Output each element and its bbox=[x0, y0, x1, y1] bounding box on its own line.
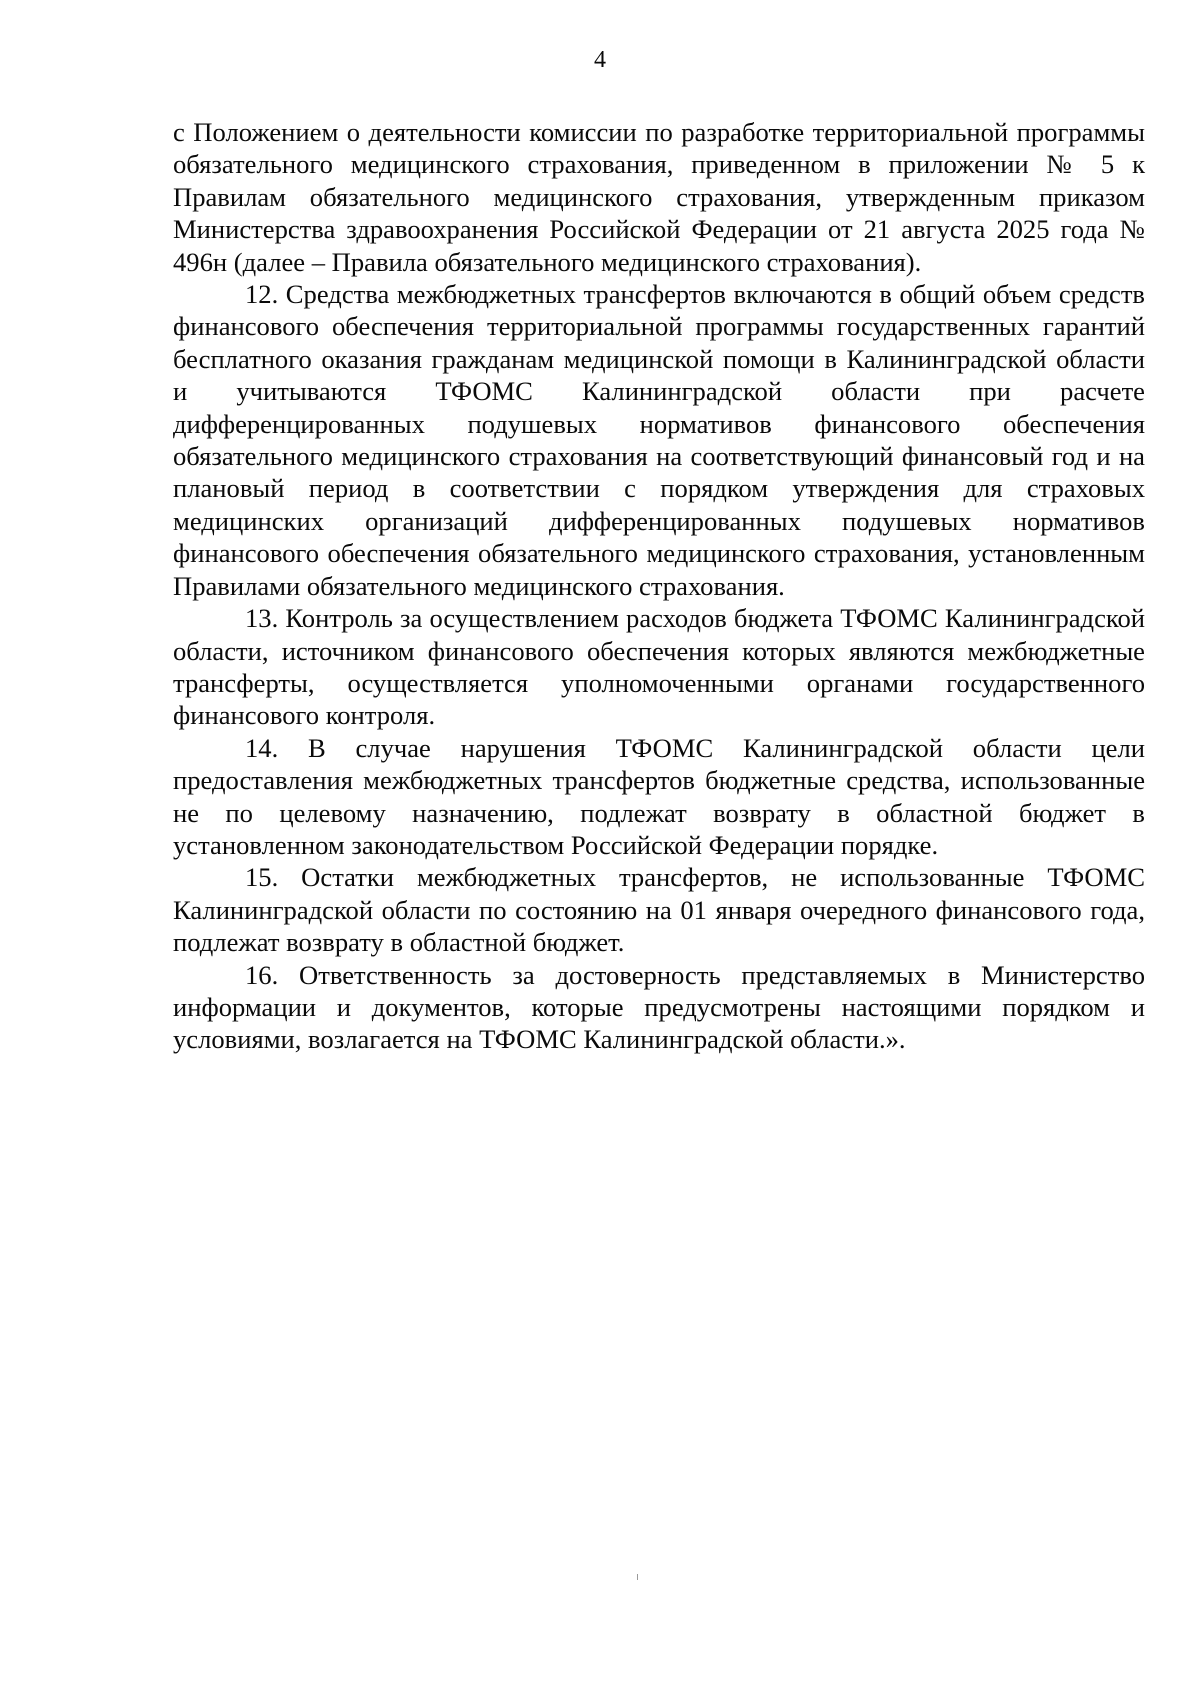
document-body bbox=[173, 116, 1145, 1056]
paragraph-16: 16. Ответственность за достоверность представляемых в Министерство информации и документов, которые предусмотрены настоящими порядком и условиями, возлагается на ТФОМС Калининградской области.». bbox=[173, 959, 1145, 1055]
scan-mark bbox=[637, 1574, 638, 1580]
page-number: 4 bbox=[594, 47, 606, 73]
paragraph-continuation: с Положением о деятельности комиссии по разработке территориальной программы обязательного медицинского страхования, приведенном в приложении № 5 к Правилам обязательного медицинского страхования, утвержденным приказом Министерства здравоохранения Российской Федерации от 21 августа 2025 года № 496н (далее – Правила обязательного медицинского страхования). bbox=[173, 117, 1145, 277]
paragraph-14: 14. В случае нарушения ТФОМС Калининградской области цели предоставления межбюджетных трансфертов бюджетные средства, использованные не по целевому назначению, подлежат возврату в областной бюджет в установленном законодательством Российской Федерации порядке. bbox=[173, 732, 1145, 860]
paragraph-13: 13. Контроль за осуществлением расходов бюджета ТФОМС Калининградской области, источником финансового обеспечения которых являются межбюджетные трансферты, осуществляется уполномоченными органами государственного финансового контроля. bbox=[173, 603, 1145, 731]
paragraph-12: 12. Средства межбюджетных трансфертов включаются в общий объем средств финансового обеспечения территориальной программы государственных гарантий бесплатного оказания гражданам медицинской помощи в Калининградской области и учитываются ТФОМС Калининградской области при расчете дифференцированных подушевых нормативов финансового обеспечения обязательного медицинского страхования на соответствующий финансовый год и на плановый период в соответствии с порядком утверждения для страховых медицинских организаций дифференцированных подушевых нормативов финансового обеспечения обязательного медицинского страхования, установленным Правилами обязательного медицинского страхования. bbox=[173, 279, 1145, 601]
paragraph-15: 15. Остатки межбюджетных трансфертов, не использованные ТФОМС Калининградской области по состоянию на 01 января очередного финансового года, подлежат возврату в областной бюджет. bbox=[173, 862, 1145, 958]
